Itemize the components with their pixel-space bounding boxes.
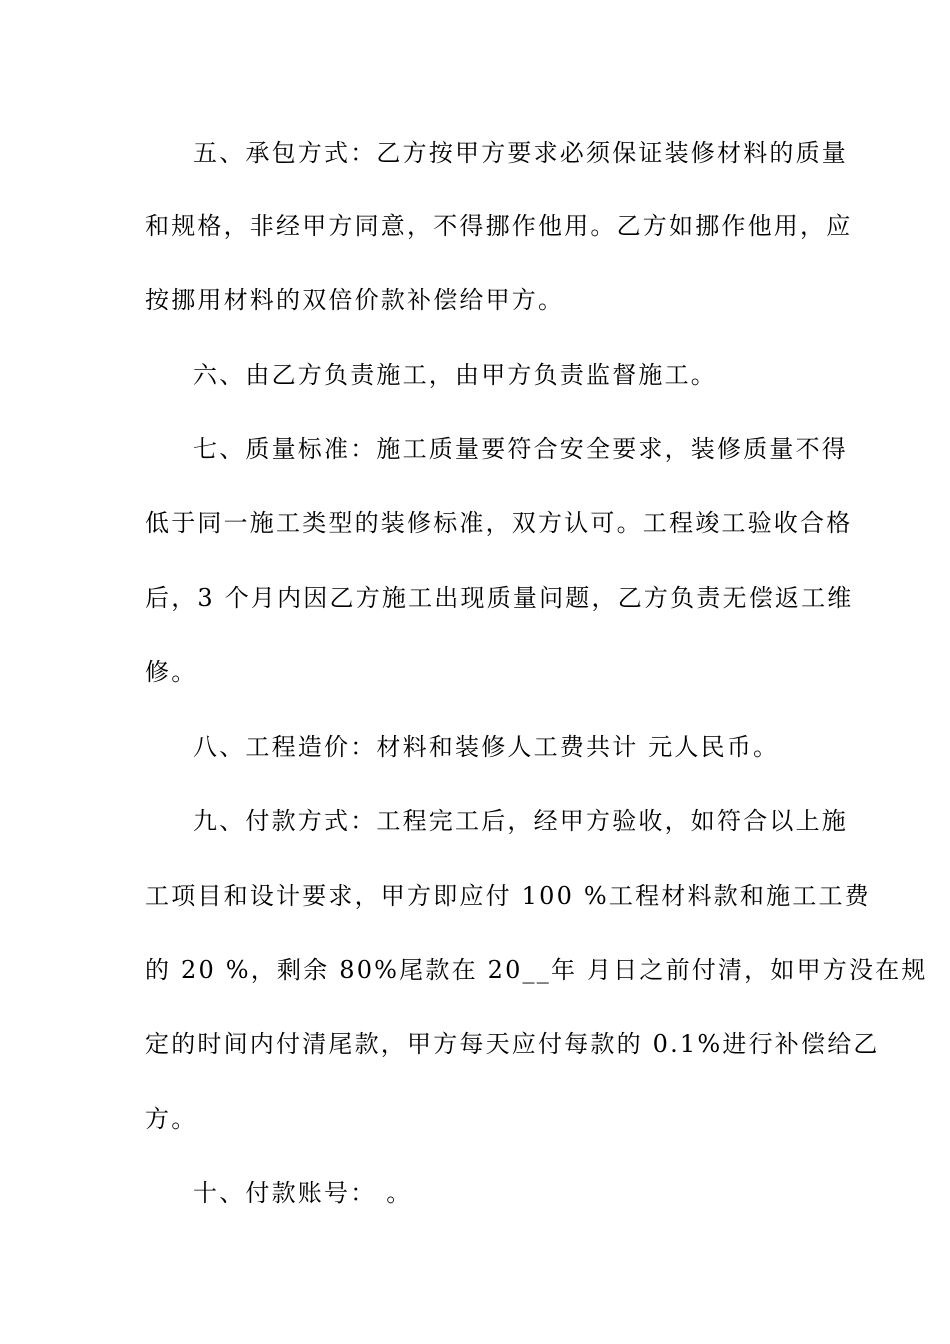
clause-7-line-3: 后，3 个月内因乙方施工出现质量问题，乙方负责无偿返工维	[145, 584, 854, 612]
clause-9-line-5: 方。	[145, 1105, 198, 1133]
clause-5-line-2: 和规格，非经甲方同意，不得挪作他用。乙方如挪作他用，应	[145, 212, 853, 240]
clause-9-line-3: 的 20 %，剩余 80%尾款在 20__年 月日之前付清，如甲方没在规	[145, 956, 928, 984]
clause-8-line-1: 八、工程造价：材料和装修人工费共计 元人民币。	[193, 733, 780, 761]
clause-5-line-1: 五、承包方式：乙方按甲方要求必须保证装修材料的质量	[193, 139, 848, 167]
clause-7-line-2: 低于同一施工类型的装修标准，双方认可。工程竣工验收合格	[145, 509, 853, 537]
clause-7-line-1: 七、质量标准：施工质量要符合安全要求，装修质量不得	[193, 435, 848, 463]
clause-10-line-1: 十、付款账号： 。	[193, 1179, 413, 1207]
clause-9-line-2: 工项目和设计要求，甲方即应付 100 %工程材料款和施工工费	[145, 882, 871, 910]
clause-9-line-4: 定的时间内付清尾款，甲方每天应付每款的 0.1%进行补偿给乙	[145, 1030, 880, 1058]
clause-6-line-1: 六、由乙方负责施工，由甲方负责监督施工。	[193, 361, 717, 389]
clause-7-line-4: 修。	[145, 658, 198, 686]
clause-5-line-3: 按挪用材料的双倍价款补偿给甲方。	[145, 286, 565, 314]
clause-9-line-1: 九、付款方式：工程完工后，经甲方验收，如符合以上施	[193, 807, 848, 835]
